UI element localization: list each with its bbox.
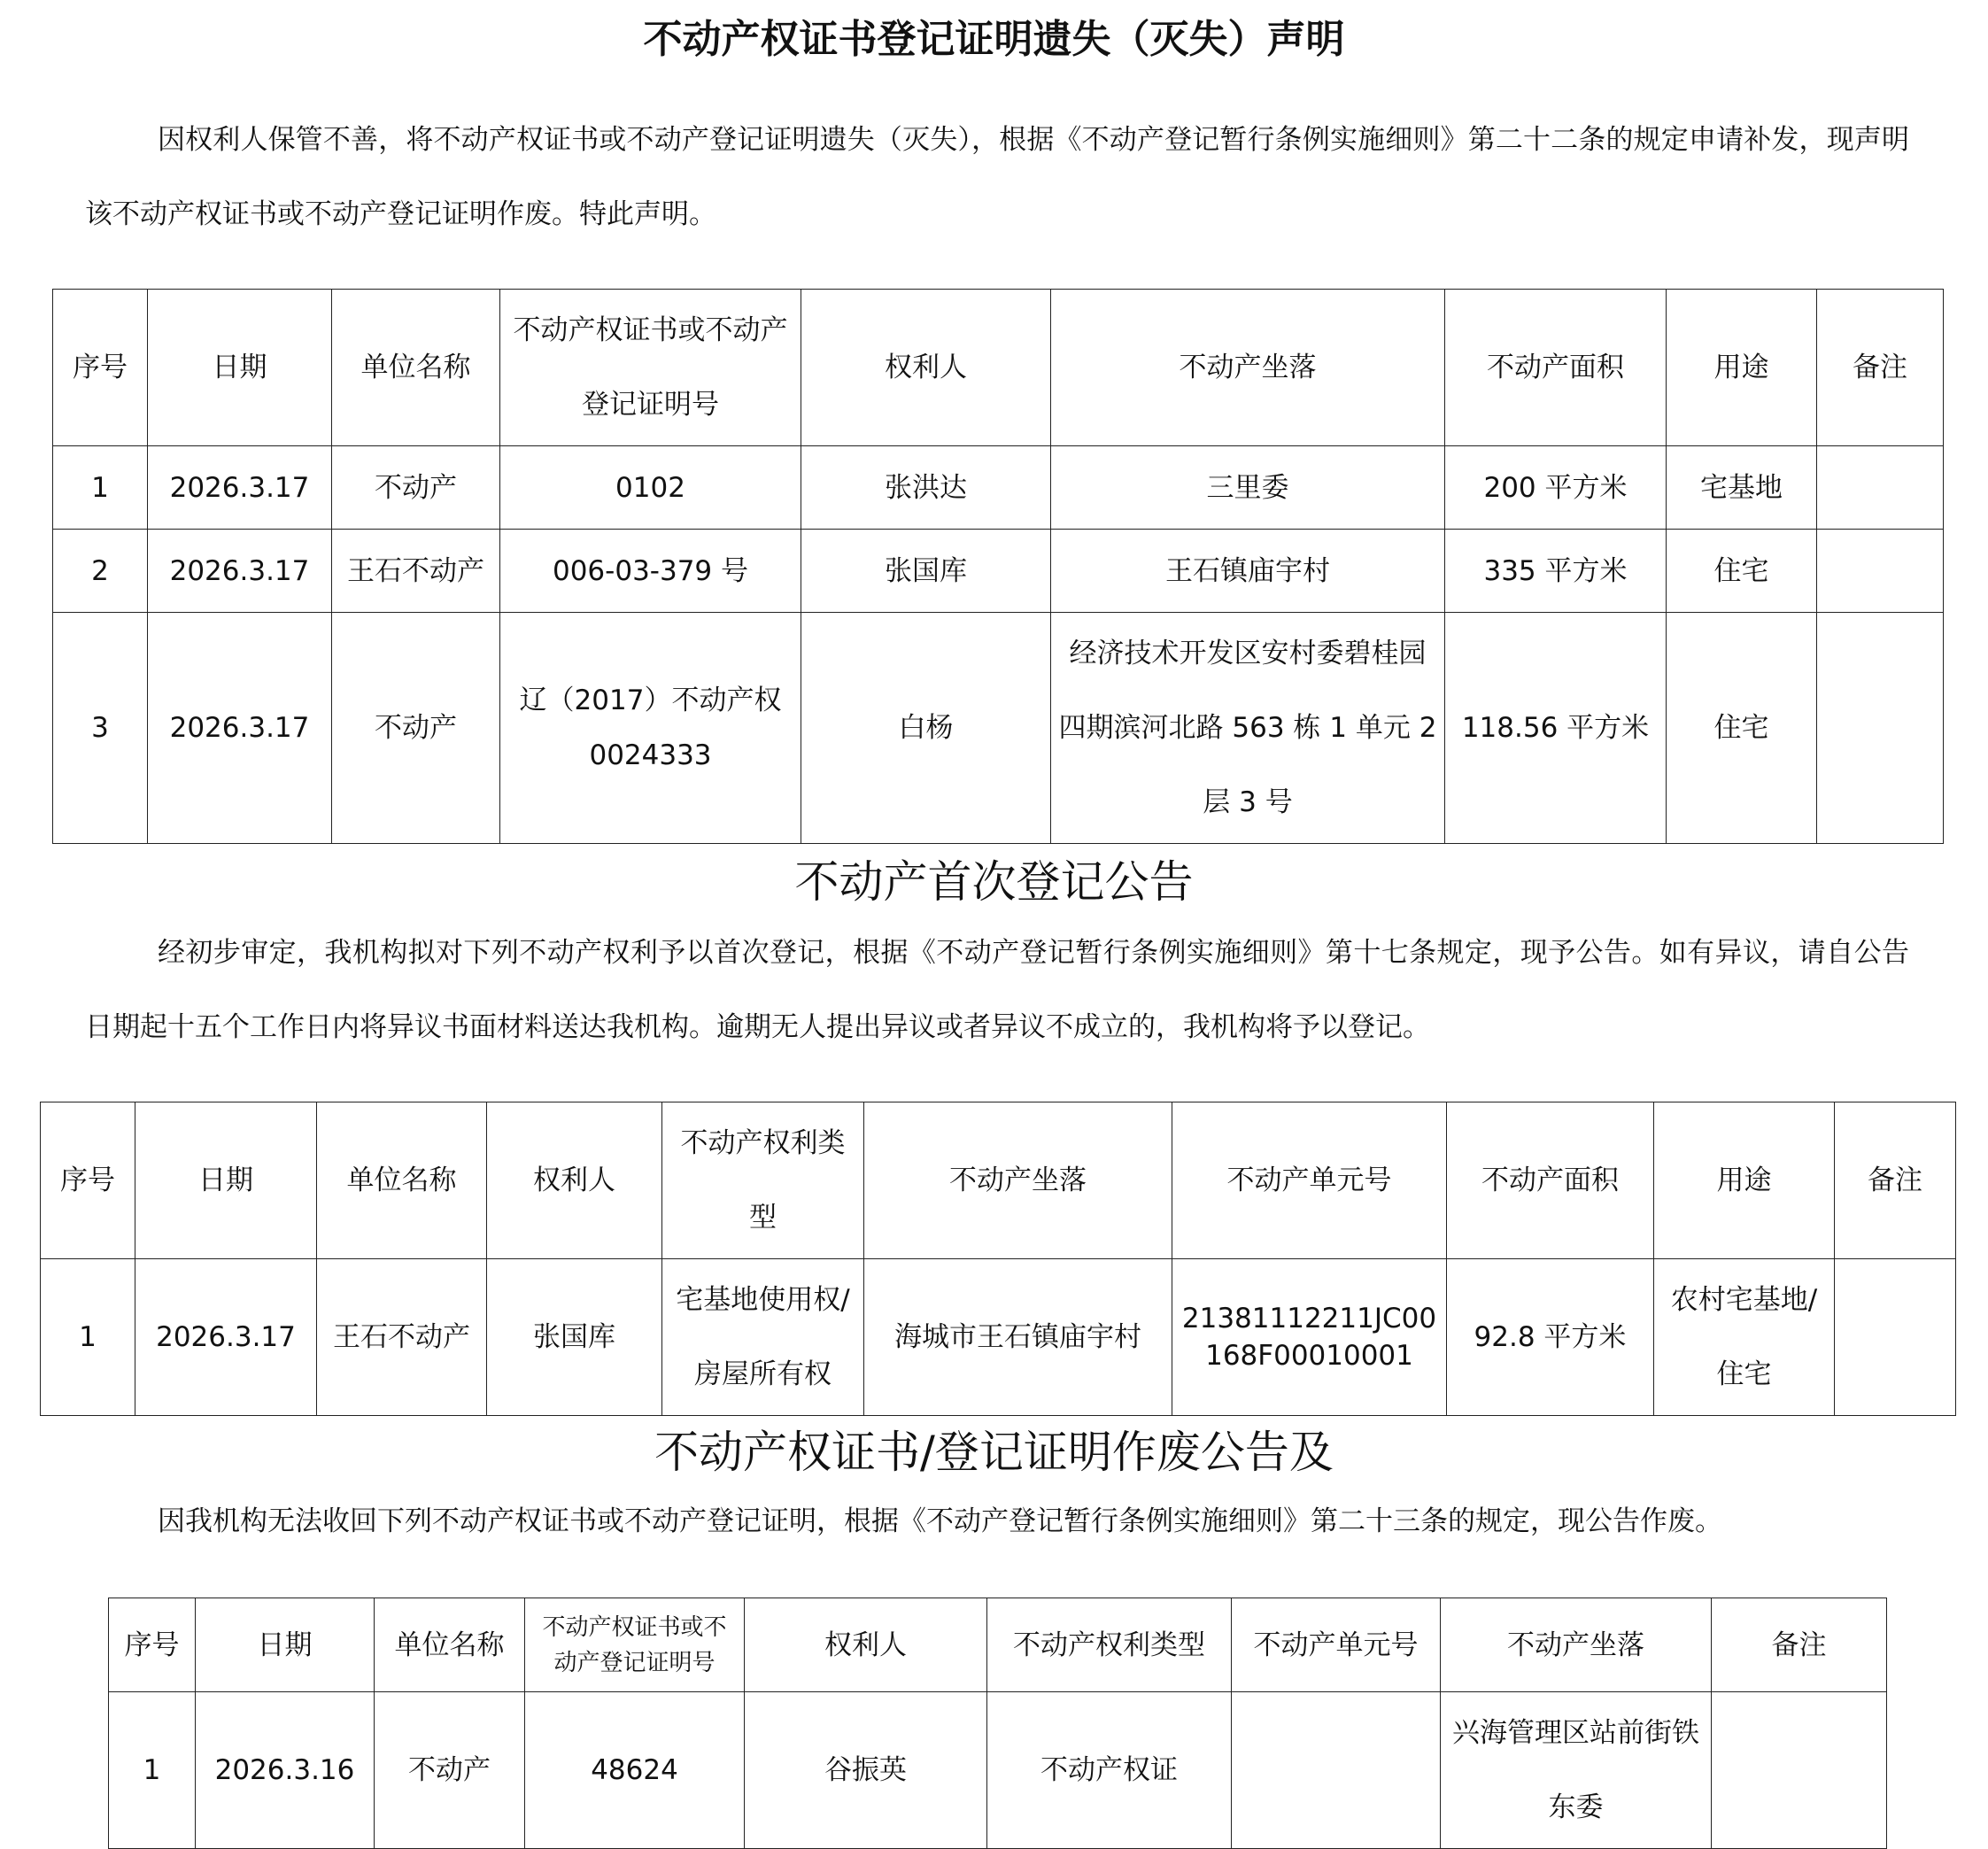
table-row [53, 613, 1944, 844]
header-cell: 单位名称 [317, 1102, 487, 1259]
header-cell: 不动产坐落 [1441, 1598, 1712, 1692]
row-date: 2026.3.17 [148, 446, 332, 530]
row-remark [1817, 530, 1944, 613]
row-right-type: 宅基地使用权/房屋所有权 [662, 1259, 864, 1416]
row-unit: 王石不动产 [317, 1259, 487, 1416]
row-date: 2026.3.17 [148, 613, 332, 844]
row-owner: 张洪达 [801, 446, 1051, 530]
table-row [109, 1692, 1887, 1849]
row-area: 92.8 平方米 [1447, 1259, 1654, 1416]
row-owner: 谷振英 [745, 1692, 987, 1849]
header-cell: 日期 [135, 1102, 317, 1259]
row-unit: 王石不动产 [332, 530, 500, 613]
header-cell: 日期 [196, 1598, 375, 1692]
row-right-type: 不动产权证 [987, 1692, 1232, 1849]
void-certificate-table [108, 1598, 1887, 1849]
row-remark [1835, 1259, 1956, 1416]
row-remark [1817, 446, 1944, 530]
header-cell: 用途 [1667, 290, 1817, 446]
row-remark [1817, 613, 1944, 844]
header-cell: 序号 [41, 1102, 135, 1259]
lost-certificate-statement-text: 因权利人保管不善，将不动产权证书或不动产登记证明遗失（灭失），根据《不动产登记暂行条例实施细则》第二十二条的规定申请补发，现声明该不动产权证书或不动产登记证明作废。特此声明。 [85, 124, 1909, 230]
header-cell: 不动产面积 [1447, 1102, 1654, 1259]
header-cell: 不动产坐落 [1051, 290, 1445, 446]
header-cell: 不动产坐落 [864, 1102, 1172, 1259]
table-row [53, 530, 1944, 613]
row-location: 经济技术开发区安村委碧桂园四期滨河北路 563 栋 1 单元 2 层 3 号 [1051, 613, 1445, 844]
row-index: 1 [41, 1259, 135, 1416]
row-area: 118.56 平方米 [1445, 613, 1667, 844]
row-unit-number: 21381112211JC00168F00010001 [1172, 1259, 1447, 1416]
row-date: 2026.3.17 [135, 1259, 317, 1416]
row-index: 1 [109, 1692, 196, 1849]
row-owner: 张国库 [487, 1259, 662, 1416]
header-cell: 权利人 [801, 290, 1051, 446]
row-usage: 农村宅基地/住宅 [1654, 1259, 1835, 1416]
header-cell: 不动产权证书或不动产登记证明号 [525, 1598, 745, 1692]
row-unit: 不动产 [375, 1692, 525, 1849]
row-unit-number [1232, 1692, 1441, 1849]
header-cell: 不动产面积 [1445, 290, 1667, 446]
header-cell: 不动产权证书或不动产登记证明号 [500, 290, 801, 446]
header-cell: 序号 [109, 1598, 196, 1692]
header-cell: 备注 [1817, 290, 1944, 446]
void-certificate-notice-title: 不动产权证书/登记证明作废公告及 [654, 1427, 1334, 1478]
header-cell: 备注 [1835, 1102, 1956, 1259]
table-header-row [53, 290, 1944, 446]
first-registration-notice-text: 经初步审定，我机构拟对下列不动产权利予以首次登记，根据《不动产登记暂行条例实施细则》第十七条规定，现予公告。如有异议，请自公告日期起十五个工作日内将异议书面材料送达我机构。逾期无人提出异议或者异议不成立的，我机构将予以登记。 [85, 937, 1909, 1043]
header-cell: 日期 [148, 290, 332, 446]
lost-certificate-table [52, 289, 1944, 844]
row-certificate-no: 0102 [500, 446, 801, 530]
first-registration-notice-title: 不动产首次登记公告 [794, 856, 1194, 908]
row-location: 兴海管理区站前街铁东委 [1441, 1692, 1712, 1849]
row-index: 3 [53, 613, 148, 844]
header-cell: 用途 [1654, 1102, 1835, 1259]
row-usage: 宅基地 [1667, 446, 1817, 530]
table-row [41, 1259, 1956, 1416]
row-usage: 住宅 [1667, 530, 1817, 613]
header-cell: 不动产单元号 [1172, 1102, 1447, 1259]
row-owner: 张国库 [801, 530, 1051, 613]
row-location: 王石镇庙宇村 [1051, 530, 1445, 613]
header-cell: 单位名称 [332, 290, 500, 446]
row-unit: 不动产 [332, 613, 500, 844]
header-cell: 单位名称 [375, 1598, 525, 1692]
header-cell: 不动产单元号 [1232, 1598, 1441, 1692]
row-index: 2 [53, 530, 148, 613]
row-area: 335 平方米 [1445, 530, 1667, 613]
header-cell: 权利人 [487, 1102, 662, 1259]
header-cell: 序号 [53, 290, 148, 446]
row-usage: 住宅 [1667, 613, 1817, 844]
row-remark [1712, 1692, 1887, 1849]
row-location: 海城市王石镇庙宇村 [864, 1259, 1172, 1416]
first-registration-table [40, 1102, 1956, 1416]
header-cell: 不动产权利类型 [662, 1102, 864, 1259]
void-certificate-notice-text: 因我机构无法收回下列不动产权证书或不动产登记证明，根据《不动产登记暂行条例实施细则》第二十三条的规定，现公告作废。 [158, 1505, 1722, 1537]
row-location: 三里委 [1051, 446, 1445, 530]
row-owner: 白杨 [801, 613, 1051, 844]
row-area: 200 平方米 [1445, 446, 1667, 530]
header-cell: 备注 [1712, 1598, 1887, 1692]
row-certificate-no: 辽（2017）不动产权 0024333 [500, 613, 801, 844]
lost-certificate-statement-title: 不动产权证书登记证明遗失（灭失）声明 [643, 17, 1345, 62]
row-certificate-no: 48624 [525, 1692, 745, 1849]
row-date: 2026.3.17 [148, 530, 332, 613]
table-header-row [109, 1598, 1887, 1692]
table-header-row [41, 1102, 1956, 1259]
table-row [53, 446, 1944, 530]
header-cell: 权利人 [745, 1598, 987, 1692]
row-unit: 不动产 [332, 446, 500, 530]
row-index: 1 [53, 446, 148, 530]
header-cell: 不动产权利类型 [987, 1598, 1232, 1692]
row-certificate-no: 006-03-379 号 [500, 530, 801, 613]
row-date: 2026.3.16 [196, 1692, 375, 1849]
